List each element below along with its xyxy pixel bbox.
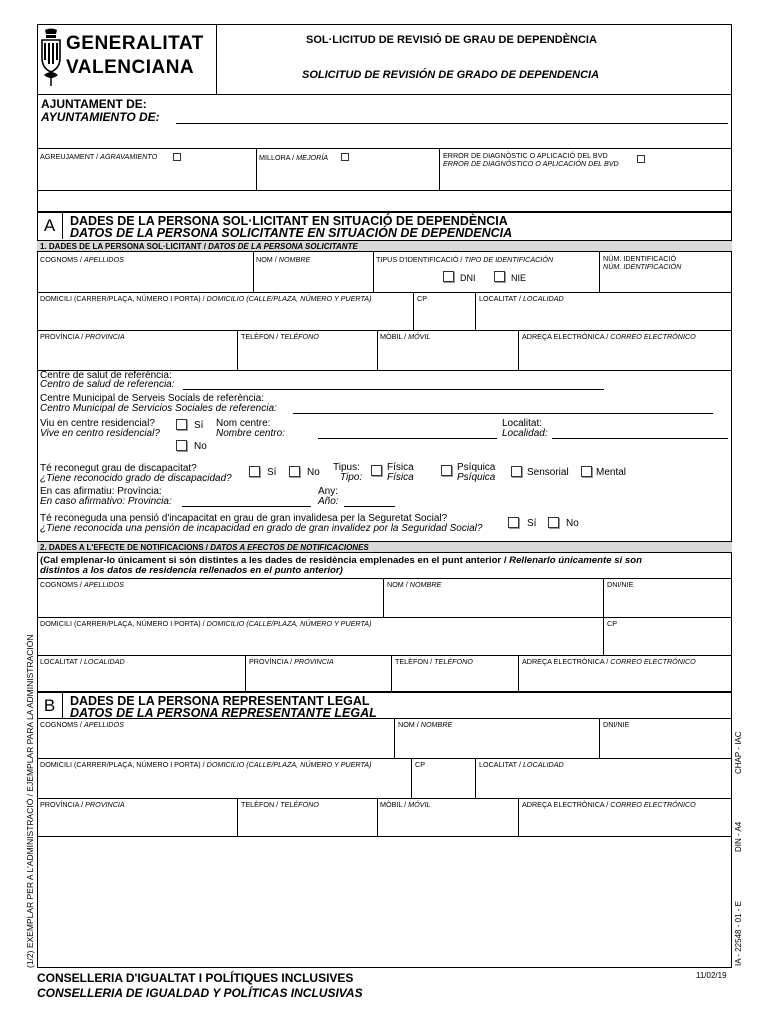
afirmatiu-provincia-field[interactable] bbox=[182, 506, 311, 507]
num-id-label: NÚM. IDENTIFICACIÓ NÚM. IDENTIFICACIÓN bbox=[603, 254, 682, 271]
psiquica-checkbox[interactable] bbox=[441, 465, 452, 476]
fisica-checkbox[interactable] bbox=[371, 465, 382, 476]
section-a-header bbox=[37, 211, 732, 239]
footer-date: 11/02/19 bbox=[696, 971, 727, 980]
error-checkbox[interactable] bbox=[637, 155, 645, 163]
notif-note: (Cal emplenar-lo únicament si són distintes a les dades de residència emplenades en el punt anterior / Rellenarlo únicamente si son distintos a los datos de residencia rellenados en el punto anterior) bbox=[40, 555, 642, 576]
tipus-id-label: TIPUS D'IDENTIFICACIÓ / TIPO DE IDENTIFICACIÓN bbox=[376, 255, 554, 264]
side-chap: CHAP - IAC bbox=[734, 731, 743, 774]
col-line bbox=[603, 617, 604, 655]
rep-provincia-label: PROVÍNCIA / PROVINCIA bbox=[40, 800, 125, 809]
dni-checkbox[interactable] bbox=[443, 271, 454, 282]
row-line bbox=[37, 655, 732, 656]
row-line bbox=[37, 148, 732, 149]
rep-cp-label: CP bbox=[415, 760, 425, 769]
ajuntament-field[interactable] bbox=[176, 123, 728, 124]
discapacitat-label-es: ¿Tiene reconocido grado de discapacidad? bbox=[40, 473, 232, 484]
row-line bbox=[37, 617, 732, 618]
row-line bbox=[37, 836, 732, 837]
col-line bbox=[377, 798, 378, 836]
col-line bbox=[518, 655, 519, 693]
side-din: DIN - A4 bbox=[734, 821, 743, 852]
ajuntament-label: AJUNTAMENT DE: bbox=[41, 97, 147, 111]
row-line bbox=[37, 330, 732, 331]
residencial-si-checkbox[interactable] bbox=[176, 419, 187, 430]
psiquica-label-va: Psíquica bbox=[457, 462, 496, 473]
notif-cp-label: CP bbox=[607, 619, 617, 628]
nie-checkbox[interactable] bbox=[494, 271, 505, 282]
side-code: IA - 22548 - 01 - E bbox=[734, 901, 743, 966]
col-line bbox=[475, 292, 476, 330]
notif-provincia-label: PROVÍNCIA / PROVINCIA bbox=[249, 657, 334, 666]
tipus-label-va: Tipus: bbox=[333, 462, 360, 473]
localitat2-field[interactable] bbox=[552, 438, 728, 439]
telefon-label: TELÈFON / TELÉFONO bbox=[241, 332, 319, 341]
any-field[interactable] bbox=[344, 506, 395, 507]
notif-localitat-label: LOCALITAT / LOCALIDAD bbox=[40, 657, 125, 666]
nie-label: NIE bbox=[511, 273, 527, 283]
rep-localitat-label: LOCALITAT / LOCALIDAD bbox=[479, 760, 564, 769]
pensio-no-label: No bbox=[566, 518, 579, 529]
any-label-va: Any: bbox=[318, 486, 339, 497]
section-b-header bbox=[37, 691, 732, 719]
rep-email-label: ADREÇA ELECTRÒNICA / CORREO ELECTRÓNICO bbox=[522, 800, 696, 809]
centre-salut-field[interactable] bbox=[183, 389, 604, 390]
conselleria-va: CONSELLERIA D'IGUALTAT I POLÍTIQUES INCLUSIVES bbox=[37, 971, 354, 985]
col-line bbox=[599, 718, 600, 758]
localitat2-label-es: Localidad: bbox=[502, 428, 548, 439]
email-label: ADREÇA ELECTRÒNICA / CORREO ELECTRÓNICO bbox=[522, 332, 696, 341]
header-divider bbox=[216, 24, 217, 94]
notif-domicili-label: DOMICILI (CARRER/PLAÇA, NÚMERO I PORTA) / DOMICILIO (CALLE/PLAZA, NÚMERO Y PUERTA) bbox=[40, 619, 372, 628]
centre-salut-label-es: Centro de salud de referencia: bbox=[40, 379, 175, 390]
serveis-socials-label-va: Centre Municipal de Serveis Socials de referència: bbox=[40, 393, 264, 404]
residencial-si-label: Sí bbox=[194, 420, 204, 431]
pensio-si-label: Sí bbox=[527, 518, 537, 529]
residencial-no-label: No bbox=[194, 441, 207, 452]
pensio-si-checkbox[interactable] bbox=[508, 517, 519, 528]
rep-mobil-label: MÒBIL / MÓVIL bbox=[380, 800, 431, 809]
row-line bbox=[37, 578, 732, 579]
section-a-letter: A bbox=[37, 213, 63, 239]
fisica-label-va: Física bbox=[387, 462, 414, 473]
section-b-title-va: DADES DE LA PERSONA REPRESENTANT LEGAL bbox=[70, 694, 370, 708]
afirmatiu-label-va: En cas afirmatiu: Província: bbox=[40, 486, 162, 497]
mental-checkbox[interactable] bbox=[581, 466, 592, 477]
serveis-socials-label-es: Centro Municipal de Servicios Sociales de referencia: bbox=[40, 403, 277, 414]
any-label-es: Año: bbox=[318, 496, 339, 507]
provincia-label: PROVÍNCIA / PROVINCIA bbox=[40, 332, 125, 341]
title-spanish: SOLICITUD DE REVISIÓN DE GRADO DE DEPENDENCIA bbox=[302, 69, 600, 81]
logo-line2: VALENCIANA bbox=[66, 57, 195, 78]
col-line bbox=[245, 655, 246, 693]
discapacitat-si-checkbox[interactable] bbox=[249, 466, 260, 477]
col-line bbox=[383, 578, 384, 617]
col-line bbox=[237, 330, 238, 370]
row-line bbox=[37, 798, 732, 799]
row-line bbox=[37, 758, 732, 759]
nom-centre-field[interactable] bbox=[318, 438, 497, 439]
nom-centre-label-es: Nombre centro: bbox=[216, 428, 285, 439]
residencial-no-checkbox[interactable] bbox=[176, 440, 187, 451]
afirmatiu-label-es: En caso afirmativo: Provincia: bbox=[40, 496, 172, 507]
row-line bbox=[37, 190, 732, 191]
fisica-label-es: Física bbox=[387, 472, 414, 483]
notif-dninie-label: DNI/NIE bbox=[607, 580, 634, 589]
col-line bbox=[518, 330, 519, 370]
col-line bbox=[373, 252, 374, 292]
millora-label: MILLORA / MEJORÍA bbox=[259, 153, 329, 162]
residencial-label-es: Vive en centro residencial? bbox=[40, 428, 160, 439]
col-line bbox=[253, 252, 254, 292]
sensorial-checkbox[interactable] bbox=[511, 466, 522, 477]
title-valencian: SOL·LICITUD DE REVISIÓ DE GRAU DE DEPENDÈNCIA bbox=[306, 34, 597, 46]
col-line bbox=[518, 798, 519, 836]
notif-email-label: ADREÇA ELECTRÒNICA / CORREO ELECTRÓNICO bbox=[522, 657, 696, 666]
notif-telefon-label: TELÈFON / TELÉFONO bbox=[395, 657, 473, 666]
cognoms-label: COGNOMS / APELLIDOS bbox=[40, 255, 124, 264]
rep-nom-label: NOM / NOMBRE bbox=[398, 720, 453, 729]
conselleria-es: CONSELLERIA DE IGUALDAD Y POLÍTICAS INCLUSIVAS bbox=[37, 986, 363, 1000]
mental-label: Mental bbox=[596, 467, 627, 478]
millora-checkbox[interactable] bbox=[341, 153, 349, 161]
localitat-label: LOCALITAT / LOCALIDAD bbox=[479, 294, 564, 303]
col-line bbox=[391, 655, 392, 693]
generalitat-logo bbox=[40, 28, 216, 88]
pensio-label-va: Té reconeguda una pensió d'incapacitat en grau de gran invalidesa per la Seguretat Social? bbox=[40, 513, 448, 524]
discapacitat-no-label: No bbox=[307, 467, 320, 478]
residencial-label-va: Viu en centre residencial? bbox=[40, 418, 155, 429]
error-label: ERROR DE DIAGNÒSTIC O APLICACIÓ DEL BVD ERROR DE DIAGNÓSTICO O APLICACIÓN DEL BVD bbox=[443, 151, 619, 168]
rep-cognoms-label: COGNOMS / APELLIDOS bbox=[40, 720, 124, 729]
rep-domicili-label: DOMICILI (CARRER/PLAÇA, NÚMERO I PORTA) / DOMICILIO (CALLE/PLAZA, NÚMERO Y PUERTA) bbox=[40, 760, 372, 769]
col-line bbox=[394, 718, 395, 758]
col-line bbox=[599, 252, 600, 292]
psiquica-label-es: Psíquica bbox=[457, 472, 496, 483]
section-b-letter: B bbox=[37, 693, 63, 719]
pensio-no-checkbox[interactable] bbox=[548, 517, 559, 528]
col-line bbox=[411, 758, 412, 798]
subsection-1-bar: 1. DADES DE LA PERSONA SOL·LICITANT / DATOS DE LA PERSONA SOLICITANTE bbox=[37, 240, 732, 252]
domicili-label: DOMICILI (CARRER/PLAÇA, NÚMERO I PORTA) / DOMICILIO (CALLE/PLAZA, NÚMERO Y PUERTA) bbox=[40, 294, 372, 303]
rep-dninie-label: DNI/NIE bbox=[603, 720, 630, 729]
discapacitat-label-va: Té reconegut grau de discapacitat? bbox=[40, 463, 197, 474]
tipus-label-es: Tipo: bbox=[340, 472, 363, 483]
col-line bbox=[256, 148, 257, 190]
col-line bbox=[237, 798, 238, 836]
col-line bbox=[603, 578, 604, 617]
nom-label: NOM / NOMBRE bbox=[256, 255, 311, 264]
pensio-label-es: ¿Tiene reconocida una pensión de incapacidad en grado de gran invalidez por la Seguridad Social? bbox=[40, 523, 483, 534]
row-line bbox=[37, 292, 732, 293]
col-line bbox=[413, 292, 414, 330]
subsection-2-bar: 2. DADES A L'EFECTE DE NOTIFICACIONS / DATOS A EFECTOS DE NOTIFICACIONES bbox=[37, 541, 732, 553]
section-a-title-va: DADES DE LA PERSONA SOL·LICITANT EN SITUACIÓ DE DEPENDÈNCIA bbox=[70, 214, 508, 228]
nom-centre-label-va: Nom centre: bbox=[216, 418, 271, 429]
rep-telefon-label: TELÈFON / TELÉFONO bbox=[241, 800, 319, 809]
serveis-socials-field[interactable] bbox=[293, 413, 713, 414]
notif-nom-label: NOM / NOMBRE bbox=[387, 580, 442, 589]
logo-line1: GENERALITAT bbox=[66, 33, 204, 54]
agreujament-checkbox[interactable] bbox=[173, 153, 181, 161]
crest-icon bbox=[40, 28, 62, 86]
agreujament-label: AGREUJAMENT / AGRAVAMIENTO bbox=[40, 152, 158, 161]
discapacitat-si-label: Sí bbox=[267, 467, 277, 478]
notif-cognoms-label: COGNOMS / APELLIDOS bbox=[40, 580, 124, 589]
mobil-label: MÒBIL / MÓVIL bbox=[380, 332, 431, 341]
cp-label: CP bbox=[417, 294, 427, 303]
section-a-title-es: DATOS DE LA PERSONA SOLICITANTE EN SITUACIÓN DE DEPENDENCIA bbox=[70, 226, 513, 240]
col-line bbox=[439, 148, 440, 190]
col-line bbox=[377, 330, 378, 370]
header-bottom-line bbox=[37, 94, 732, 95]
section-b-title-es: DATOS DE LA PERSONA REPRESENTANTE LEGAL bbox=[70, 706, 377, 720]
row-line bbox=[37, 718, 732, 719]
dni-label: DNI bbox=[460, 273, 476, 283]
centre-salut-label-va: Centre de salut de referència: bbox=[40, 370, 172, 381]
ayuntamiento-label: AYUNTAMIENTO DE: bbox=[41, 110, 160, 124]
discapacitat-no-checkbox[interactable] bbox=[289, 466, 300, 477]
localitat2-label-va: Localitat: bbox=[502, 418, 543, 429]
sensorial-label: Sensorial bbox=[527, 467, 569, 478]
col-line bbox=[475, 758, 476, 798]
side-left-text: (1/2) EXEMPLAR PER A L'ADMINISTRACIÓ / EJEMPLAR PARA LA ADMINISTRACIÓN bbox=[25, 634, 35, 968]
